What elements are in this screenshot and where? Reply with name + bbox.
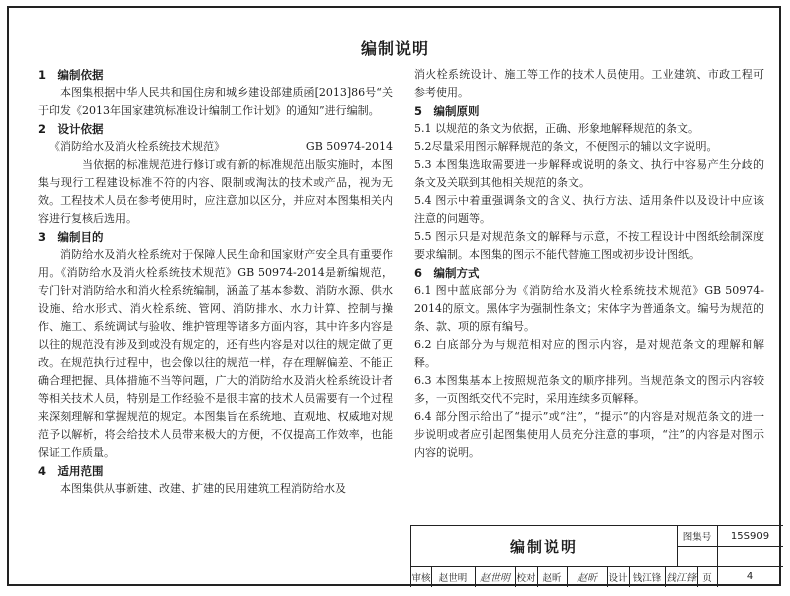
title-block-sheet-title: 编制说明 xyxy=(509,537,578,556)
designer-signature: 钱江锋 xyxy=(666,573,696,584)
standard-code: GB 50974-2014 xyxy=(305,140,393,153)
reviewer-signature: 赵世明 xyxy=(480,573,510,584)
left-column xyxy=(38,66,393,498)
section-5-item: 5.5 图示只是对规范条文的解释与示意，不按工程设计中图纸绘制深度要求编制。本图集的图示不能代替施工图或初步设计图纸。 xyxy=(414,230,764,261)
right-column xyxy=(414,66,764,462)
section-3-heading: 3 编制目的 xyxy=(38,230,104,244)
section-6-item: 6.4 部分图示给出了“提示”或“注”，“提示”的内容是对规范条文的进一步说明或者应引起图集使用人员充分注意的事项，“注”的内容是对图示内容的说明。 xyxy=(414,410,764,459)
atlas-number: 15S909 xyxy=(730,530,770,542)
atlas-number-label: 图集号 xyxy=(682,532,712,543)
reviewer-name: 赵世明 xyxy=(438,572,468,584)
section-2-body: 当依据的标准规范进行修订或有新的标准规范出版实施时，本图集与现行工程建设标准不符的内容、限制或淘汰的技术或产品，视为无效。工程技术人员在参考使用时，应注意加以区分，并应对本图集相关内容进行复核后选用。 xyxy=(38,158,393,225)
standard-name: 《消防给水及消火栓系统技术规范》 xyxy=(49,140,225,153)
page-title: 编制说明 xyxy=(360,39,429,58)
page-label: 页 xyxy=(702,572,712,584)
standard-reference xyxy=(38,138,393,156)
checker-name: 赵昕 xyxy=(542,572,562,584)
section-2-heading: 2 设计依据 xyxy=(38,122,104,136)
section-3-body: 消防给水及消火栓系统对于保障人民生命和国家财产安全具有重要作用。《消防给水及消火栓系统技术规范》GB 50974-2014是新编规范，专门针对消防给水和消火栓系统编制，涵盖了基本参数、消防水源、供水设施、给水形式、消火栓系统、管网、消防排水、水力计算、控制与操作、施工、系统调试与验收、维护管理等诸多方面内容，其中许多内容是以往的规范没有涉及到或没有规定的，还有些内容是对以往的规定做了更改。在规范执行过程中，也会像以往的规范一样，存在理解偏差、不能正确合理把握、具体措施不当等问题，广大的消防给水及消火栓系统设计者等相关技术人员，特别是工作经验不是很丰富的技术人员需要有一个过程来深刻理解和掌握规范的规定。本图集旨在系统地、直观地、权威地对规范予以解析，将会给技术人员带来极大的方便，不仅提高工作效率，也能保证工作质量。 xyxy=(38,248,393,459)
section-1-body: 本图集根据中华人民共和国住房和城乡建设部建质函[2013]86号“关于印发《2013年国家建筑标准设计编制工作计划》的通知”进行编制。 xyxy=(38,86,393,117)
designer-name: 钱江锋 xyxy=(632,572,662,584)
section-4-body-continued: 消火栓系统设计、施工等工作的技术人员使用。工业建筑、市政工程可参考使用。 xyxy=(414,68,764,99)
section-6-item: 6.2 白底部分为与规范相对应的图示内容，是对规范条文的理解和解释。 xyxy=(414,338,764,369)
section-5-item: 5.3 本图集选取需要进一步解释或说明的条文、执行中容易产生分歧的条文及关联到其他相关规范的条文。 xyxy=(414,158,764,189)
section-5-item: 5.2尽量采用图示解释规范的条文，不便图示的辅以文字说明。 xyxy=(414,140,718,153)
section-5-item: 5.4 图示中着重强调条文的含义、执行方法、适用条件以及设计中应该注意的问题等。 xyxy=(414,194,764,225)
design-label: 设计 xyxy=(608,572,628,584)
page-number: 4 xyxy=(746,571,754,582)
section-5-item: 5.1 以规范的条文为依据，正确、形象地解释规范的条文。 xyxy=(414,122,699,135)
section-1-heading: 1 编制依据 xyxy=(38,68,104,82)
section-4-heading: 4 适用范围 xyxy=(38,464,104,478)
section-4-body: 本图集供从事新建、改建、扩建的民用建筑工程消防给水及 xyxy=(60,482,346,495)
section-6-item: 6.1 图中蓝底部分为《消防给水及消火栓系统技术规范》GB 50974-2014的原文。黑体字为强制性条文；宋体字为普通条文。编号为规范的条、款、项的原有编号。 xyxy=(414,284,764,333)
section-5-heading: 5 编制原则 xyxy=(414,104,480,118)
checker-signature: 赵昕 xyxy=(577,573,597,584)
section-6-item: 6.3 本图集基本上按照规范条文的顺序排列。当规范条文的图示内容较多，一页图纸交代不完时，采用连续多页解释。 xyxy=(414,374,764,405)
title-block xyxy=(410,525,783,587)
check-label: 校对 xyxy=(516,572,536,584)
section-6-heading: 6 编制方式 xyxy=(414,266,480,280)
review-label: 审核 xyxy=(411,572,431,584)
